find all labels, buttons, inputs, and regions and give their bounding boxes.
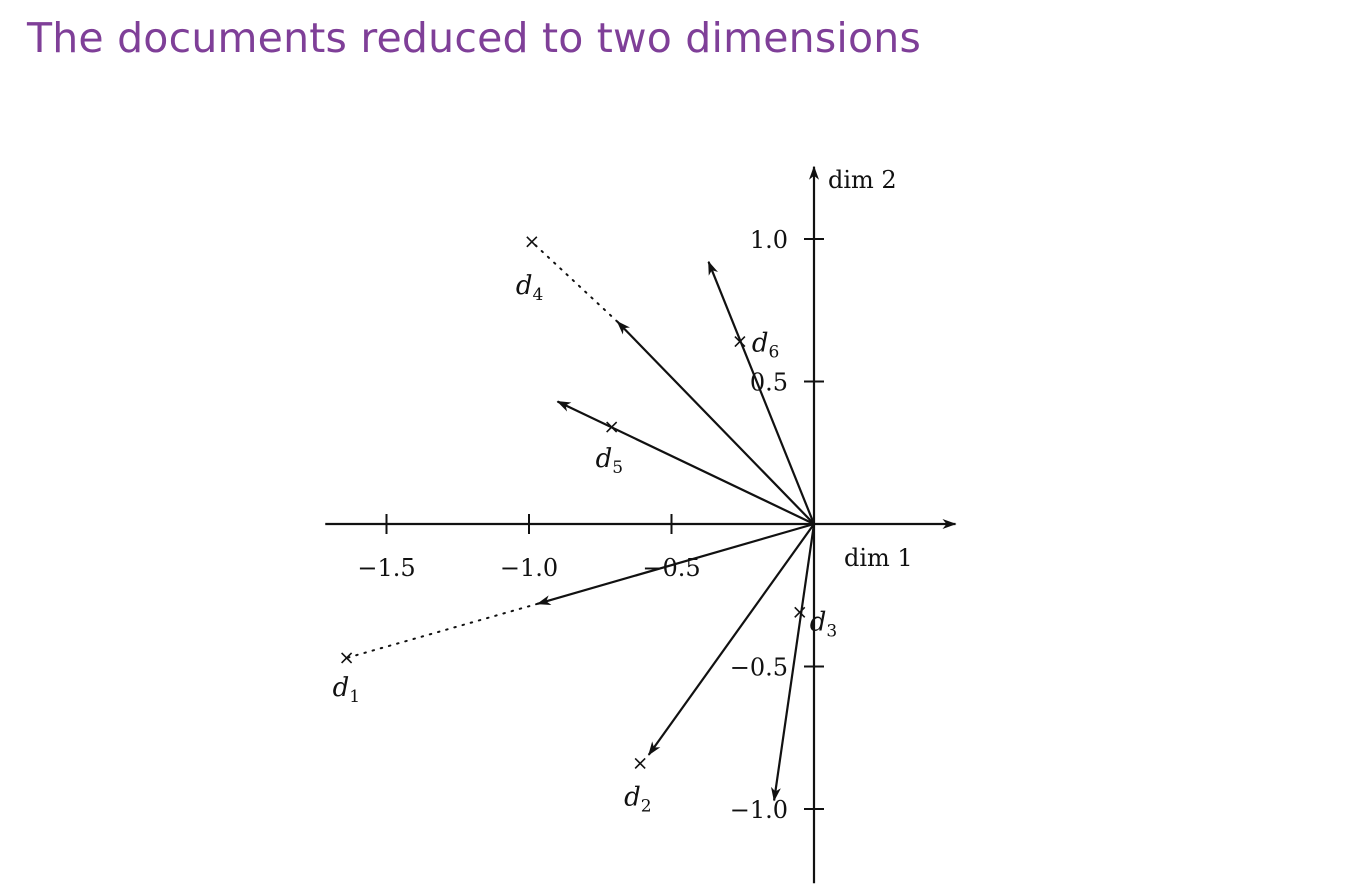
document-points bbox=[333, 237, 838, 817]
vector-d1 bbox=[538, 524, 814, 604]
x-tick-label: −0.5 bbox=[642, 554, 701, 582]
doc-label-d2: $d_2$ bbox=[624, 782, 652, 817]
doc-marker-d5 bbox=[607, 422, 617, 432]
doc-label-d5: $d_5$ bbox=[595, 444, 624, 479]
projection-d1 bbox=[347, 604, 538, 658]
doc-label-d6: $d_6$ bbox=[751, 328, 780, 363]
y-tick-label: 1.0 bbox=[749, 226, 788, 254]
doc-label-d4: $d_4$ bbox=[515, 270, 544, 305]
vector-d6 bbox=[709, 262, 814, 524]
vector-d4 bbox=[617, 322, 814, 524]
y-tick-label: −0.5 bbox=[729, 653, 788, 682]
y-axis-label: dim 2 bbox=[828, 165, 897, 194]
x-tick-label: −1.5 bbox=[357, 554, 416, 582]
doc-label-d1: $d_1$ bbox=[332, 672, 361, 707]
doc-marker-d2 bbox=[635, 758, 645, 768]
slide-title: The documents reduced to two dimensions bbox=[27, 14, 922, 62]
projection-lines bbox=[347, 242, 618, 658]
axes bbox=[325, 166, 955, 884]
x-axis-label: dim 1 bbox=[844, 544, 913, 572]
doc-marker-d1 bbox=[342, 653, 352, 663]
y-tick-label: 0.5 bbox=[749, 368, 788, 397]
doc-marker-d4 bbox=[527, 237, 537, 247]
y-tick-label: −1.0 bbox=[729, 796, 788, 824]
x-tick-label: −1.0 bbox=[499, 554, 559, 582]
doc-label-d3: $d_3$ bbox=[809, 607, 838, 642]
projection-d4 bbox=[532, 242, 618, 322]
